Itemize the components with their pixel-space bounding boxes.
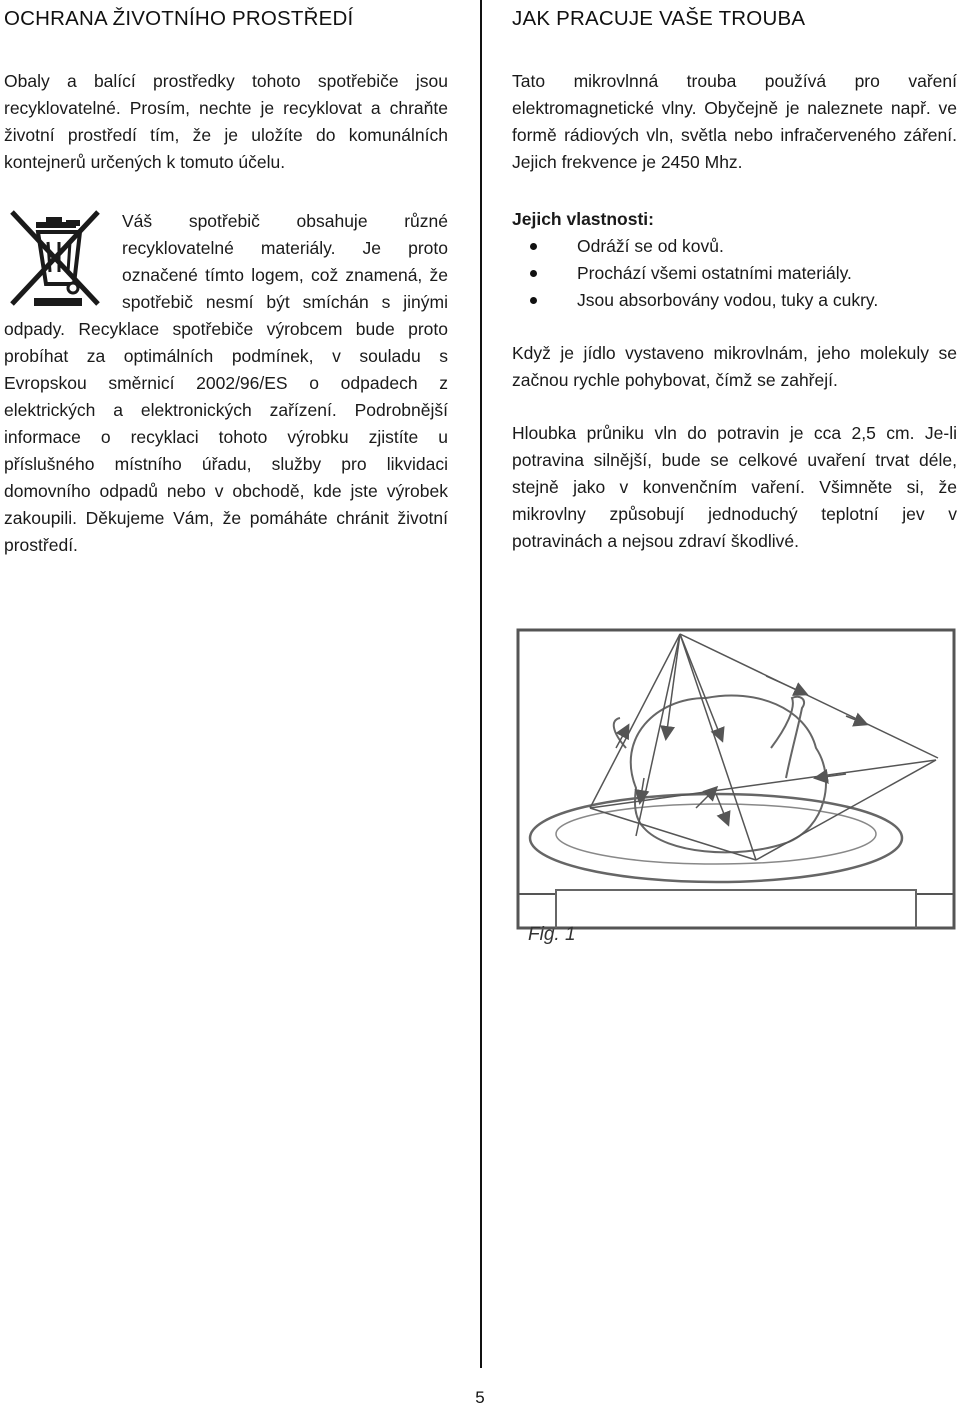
page-number: 5: [475, 1388, 485, 1407]
recycling-section: [4, 208, 448, 559]
figure-caption: Fig. 1: [528, 924, 576, 945]
properties-list: [512, 233, 957, 314]
penetration-paragraph: Hloubka průniku vln do potravin je cca 2,5 cm. Je-li potravina silnější, bude se celkové uvaření trvat déle, stejně jako v konvenčním vaření. Všimněte si, že mikrovlny způsobují jednoduchý teplotní jev v potravinách a nejsou zdraví škodlivé.: [512, 423, 957, 551]
recycling-paragraph: Váš spotřebič obsahuje různé recyklovatelné materiály. Je proto označené tímto logem, což znamená, že spotřebič nesmí být smíchán s jinými odpady. Recyklace spotřebiče výrobcem bude proto probíhat za optimálních podmínek, v souladu s Evropskou směrnicí 2002/96/ES o odpadech z elektrických a elektronických zařízení. Podrobnější informace o recyklaci tohoto výrobku zjistíte u příslušného místního úřadu, služby pro likvidaci domovního odpadů nebo v obchodě, kde jste výrobek zakoupili. Děkujeme Vám, že pomáháte chránit životní prostředí.: [4, 211, 448, 555]
microwave-diagram: [516, 628, 956, 958]
list-item: Odráží se od kovů.: [512, 233, 957, 260]
properties-title: Jejich vlastnosti:: [512, 209, 654, 229]
environment-heading: OCHRANA ŽIVOTNÍHO PROSTŘEDÍ: [4, 7, 354, 30]
column-divider: [480, 0, 482, 1368]
right-column: [512, 0, 957, 555]
list-item: Jsou absorbovány vodou, tuky a cukry.: [512, 287, 957, 314]
microwave-heading: JAK PRACUJE VAŠE TROUBA: [512, 7, 806, 30]
microwave-intro-paragraph: Tato mikrovlnná trouba používá pro vaření elektromagnetické vlny. Obyčejně je naleznete např. ve formě rádiových vln, světla nebo infračerveného záření. Jejich frekvence je 2450 Mhz.: [512, 71, 957, 172]
left-column: [4, 0, 448, 559]
crossed-out-wheelie-bin-icon: [6, 208, 108, 312]
packaging-paragraph: Obaly a balící prostředky tohoto spotřebiče jsou recyklovatelné. Prosím, nechte je recyklovat a chraňte životní prostředí tím, že je uložíte do komunálních kontejnerů určených k tomuto účelu.: [4, 71, 448, 172]
molecules-paragraph: Když je jídlo vystaveno mikrovlnám, jeho molekuly se začnou rychle pohybovat, čímž se zahřejí.: [512, 343, 957, 390]
list-item: Prochází všemi ostatními materiály.: [512, 260, 957, 287]
